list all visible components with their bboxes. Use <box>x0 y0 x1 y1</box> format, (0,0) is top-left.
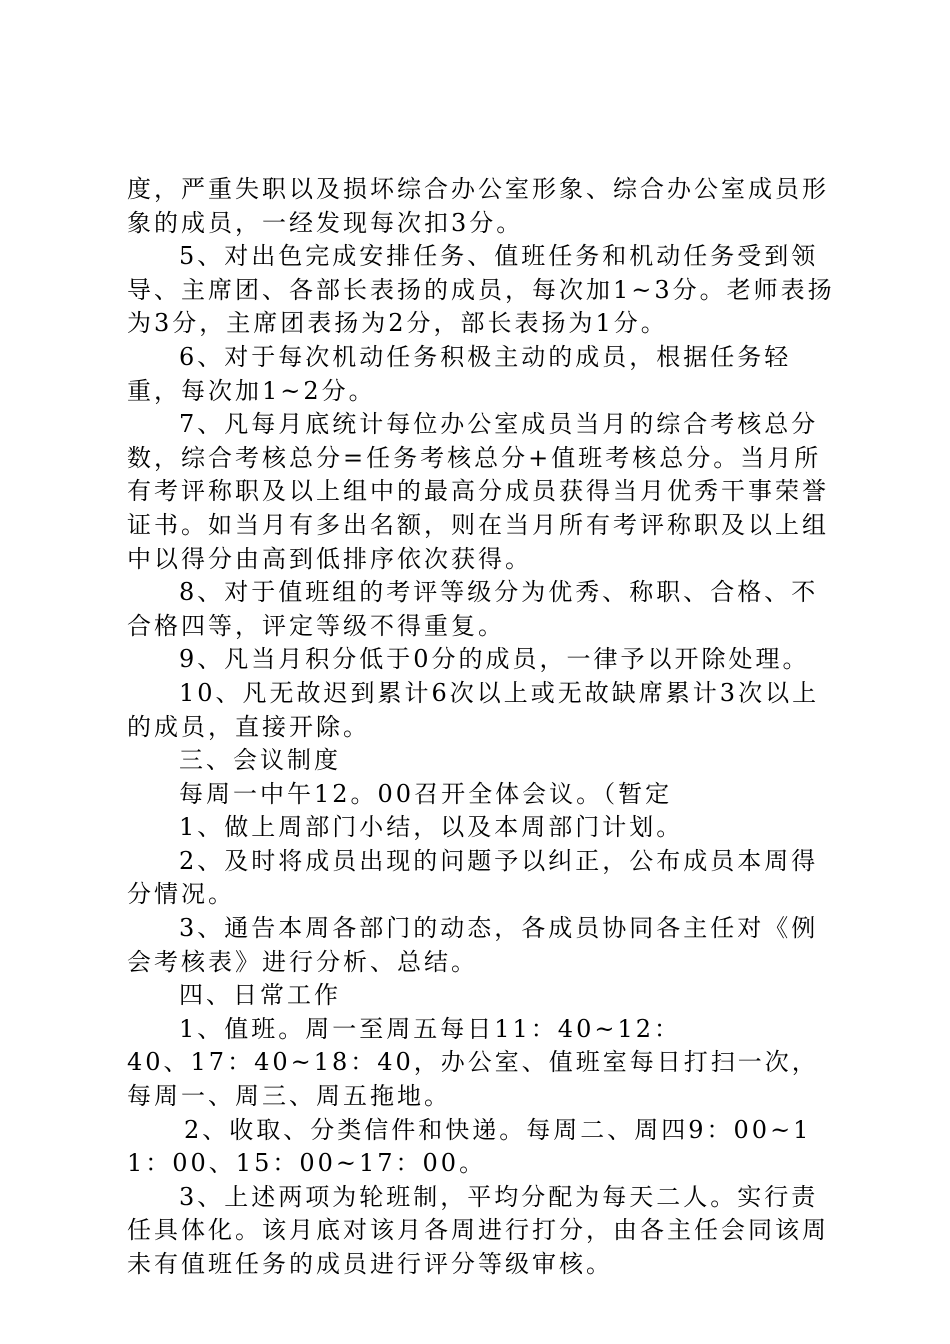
paragraph-meeting-item-1: 1、做上周部门小结，以及本周部门计划。 <box>179 813 684 842</box>
document-body <box>127 173 837 1282</box>
paragraph-daily-item-3: 3、上述两项为轮班制，平均分配为每天二人。实行责任具体化。该月底对该月各周进行打分，由各主任会同该周未有值班任务的成员进行评分等级审核。 <box>127 1182 829 1278</box>
paragraph-meeting-item-2: 2、及时将成员出现的问题予以纠正，公布成员本周得分情况。 <box>127 846 819 909</box>
paragraph-continuation: 度，严重失职以及损坏综合办公室形象、综合办公室成员形象的成员，一经发现每次扣3分。 <box>127 175 829 237</box>
paragraph-rule-6: 6、对于每次机动任务积极主动的成员，根据任务轻重，每次加1~2分。 <box>127 342 792 405</box>
section-heading-meeting: 三、会议制度 <box>179 746 341 775</box>
paragraph-daily-item-2: 2、收取、分类信件和快递。每周二、周四9：00~11：00、15：00~17：00。 <box>127 1115 812 1178</box>
paragraph-rule-8: 8、对于值班组的考评等级分为优秀、称职、合格、不合格四等，评定等级不得重复。 <box>127 578 819 640</box>
paragraph-meeting-item-3: 3、通告本周各部门的动态，各成员协同各主任对《例会考核表》进行分析、总结。 <box>127 914 819 976</box>
paragraph-daily-item-1: 1、值班。周一至周五每日11：40~12： <box>179 1014 681 1043</box>
section-heading-daily-work: 四、日常工作 <box>179 981 341 1010</box>
paragraph-rule-10: 10、凡无故迟到累计6次以上或无故缺席累计3次以上的成员，直接开除。 <box>127 678 820 741</box>
paragraph-rule-7: 7、凡每月底统计每位办公室成员当月的综合考核总分数，综合考核总分=任务考核总分+值班考核总分。当月所有考评称职及以上组中的最高分成员获得当月优秀干事荣誉证书。如当月有多出名额，则在当月所有考评称职及以上组中以得分由高到低排序依次获得。 <box>127 410 829 573</box>
paragraph-meeting-time: 每周一中午12。00召开全体会议。（暂定 <box>179 779 673 808</box>
paragraph-daily-item-1-continued: 40、17：40~18：40，办公室、值班室每日打扫一次，每周一、周三、周五拖地。 <box>127 1048 819 1111</box>
paragraph-rule-5: 5、对出色完成安排任务、值班任务和机动任务受到领导、主席团、各部长表扬的成员，每次加1~3分。老师表扬为3分，主席团表扬为2分，部长表扬为1分。 <box>127 242 835 338</box>
paragraph-rule-9: 9、凡当月积分低于0分的成员，一律予以开除处理。 <box>179 645 810 674</box>
